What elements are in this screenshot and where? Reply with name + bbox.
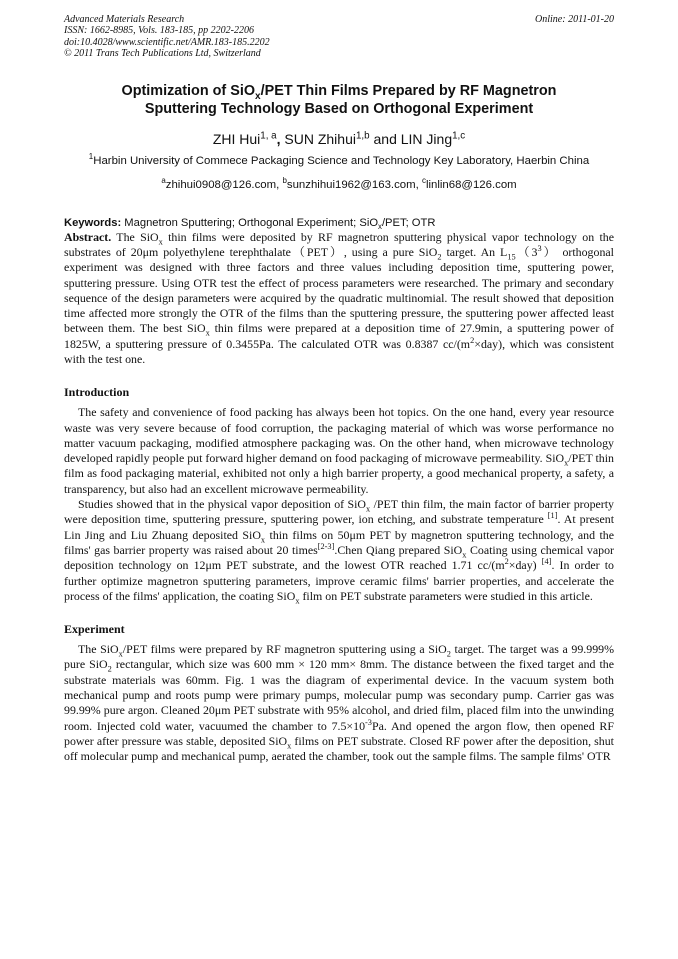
text: . In order to further optimize magnetron sputtering parameters, improve ceramic films' barrier properties, and accelerate the process of the films' application, the coating SiO <box>64 558 614 603</box>
title-sub: x <box>255 90 261 102</box>
sub: x <box>462 550 467 560</box>
sub: x <box>564 458 569 468</box>
keywords-label: Keywords: <box>64 216 122 229</box>
keywords-text: /PET; OTR <box>381 216 436 229</box>
author-sup: 1, a <box>260 129 277 141</box>
sup: 2 <box>504 557 509 567</box>
author-sep: and <box>369 130 401 147</box>
keywords-sub: x <box>378 221 382 231</box>
title-line2: Sputtering Technology Based on Orthogonal Experiment <box>144 100 534 117</box>
text: .Chen Qiang prepared SiO <box>334 542 463 557</box>
sub: x <box>295 596 300 606</box>
introduction-body <box>64 405 614 604</box>
title-part: /PET Thin Films Prepared by RF Magnetron <box>260 82 557 99</box>
text: films on PET substrate. Closed RF power after the deposition, shut off molecular pump and mechanical pump, aerated the chamber, took out the sample films. The sample films' OTR <box>64 733 614 764</box>
abstract-text: thin films were deposited by RF magnetron sputtering physical vapor technology on the substrates of 20μm polyethylene terephthalate（PET）, using a pure SiO <box>64 229 614 259</box>
sub: x <box>287 741 292 751</box>
text: thin films on 50μm PET by magnetron sputtering technology, and the films' gas barrier property was raised about 20 times <box>64 527 614 557</box>
abstract-text: target. An L <box>441 244 508 259</box>
text: . At present Lin Jing and Liu Zhuang deposited SiO <box>64 512 614 542</box>
author-sup: 1,b <box>355 129 370 141</box>
paragraph <box>64 405 614 497</box>
journal-name: Advanced Materials Research <box>64 14 185 25</box>
author-name: LIN Jing <box>400 130 453 147</box>
email-link[interactable]: sunzhihui1962@163.com, <box>286 178 422 191</box>
sub: 2 <box>446 649 451 659</box>
abstract-text: thin films were prepared at a deposition time of 27.9min, a sputtering power of 1825W, a sputtering pressure of 0.3455Pa. The calculated OTR was 0.8387 cc/(m <box>64 321 615 351</box>
author-sep: , <box>276 130 285 147</box>
text: The safety and convenience of food packing has always been hot topics. On the one hand, every year resource waste was very severe because of food corruption, the packaging material of which was worse performance no matter vacuum packaging, modified atmosphere packaging was. On the other hand, when microwave technology developed rapidly people put forward higher demand on food packaging of microwave permeability. SiO <box>64 405 614 466</box>
email-sup: a <box>161 175 166 185</box>
email-link[interactable]: linlin68@126.com <box>425 178 517 191</box>
abstract-sub: 15 <box>507 252 516 262</box>
email-sup: c <box>421 175 426 185</box>
text: Coating using chemical vapor deposition technology on 12μm PET substrate, and the lowest OTR reached 1.71 cc/(m <box>64 542 614 573</box>
text: /PET thin film as food packaging material, exhibited not only a high barrier property, a good mechanical property, a safety, a transparency, but also had an excellent microwave permeability. <box>64 451 614 496</box>
abstract-text: （3 <box>515 244 538 259</box>
section-heading-experiment: Experiment <box>64 622 125 637</box>
author-name: SUN Zhihui <box>284 130 356 147</box>
abstract-sub: 2 <box>437 252 442 262</box>
text: target. The target was a 99.999% pure SiO <box>64 642 614 672</box>
abstract-sub: x <box>205 328 210 338</box>
author-emails <box>64 175 614 192</box>
abstract-text: ×day), which was consistent with the test one. <box>64 336 614 366</box>
sub: x <box>118 649 123 659</box>
online-date: Online: 2011-01-20 <box>535 14 614 25</box>
author-list <box>64 130 614 148</box>
abstract-sup: 2 <box>470 335 475 345</box>
affiliation-sup: 1 <box>88 151 94 161</box>
section-heading-introduction: Introduction <box>64 385 130 400</box>
doi-line: doi:10.4028/www.scientific.net/AMR.183-185.2202 <box>64 36 270 48</box>
journal-header <box>64 14 614 60</box>
paper-title <box>64 82 614 118</box>
abstract-text: ） orthogonal experiment was designed with three factors and three values including deposition time, sputtering power, sputtering pressure. Using OTR test the effect of process parameters were researched. The primary and secondary sequence of the design parameters were acquired by the quadratic multinomial. The result showed that deposition time affected more strongly the OTR of the films than the sputtering pressure, the sputtering power affected least between them. The best SiO <box>64 244 614 336</box>
affiliation-text: Harbin University of Commece Packaging Science and Technology Key Laboratory, Haerbin China <box>93 154 590 167</box>
email-link[interactable]: zhihui0908@126.com, <box>165 178 283 191</box>
keywords-text: Magnetron Sputtering; Orthogonal Experiment; SiO <box>121 216 379 229</box>
abstract-sup: 3 <box>537 243 542 253</box>
text: Pa. And opened the argon flow, then opened RF power after pressure was stable, deposited SiO <box>64 718 614 748</box>
citation-link[interactable]: [1] <box>547 511 558 521</box>
abstract-sub: x <box>158 237 163 246</box>
author-sup: 1,c <box>452 129 466 141</box>
text: /PET films were prepared by RF magnetron sputtering using a SiO <box>122 642 447 657</box>
sub: x <box>260 535 266 545</box>
text: The SiO <box>78 642 119 657</box>
abstract <box>64 230 614 368</box>
citation-link[interactable]: [4] <box>541 557 552 567</box>
paragraph <box>64 642 614 764</box>
affiliation <box>64 151 614 168</box>
copyright-line: © 2011 Trans Tech Publications Ltd, Switzerland <box>64 48 261 60</box>
author-name: ZHI Hui <box>212 130 261 147</box>
abstract-label: Abstract. <box>64 229 112 244</box>
email-sup: b <box>282 175 287 185</box>
text: film on PET substrate parameters were studied in this article. <box>299 588 593 603</box>
sup: -3 <box>365 717 372 727</box>
text: rectangular, which size was 600 mm × 120 mm× 8mm. The distance between the fixed target and the substrate materials was 60mm. Fig. 1 was the diagram of experimental device. In the vacuum system both mechanical pump and roots pump were primary pumps, molecular pump was secondary pump. Carrier gas was 99.99% pure argon. Cleaned 20μm PET substrate with 95% alcohol, and dried film, placed film into the unwinding room. Injected cold water, vacuumed the chamber to 7.5×10 <box>64 657 615 733</box>
abstract-text: The SiO <box>111 229 159 244</box>
text: /PET thin film, the main factor of barrier property were deposition time, sputtering pressure, sputtering power, ion etching, and substrate temperature <box>64 497 614 527</box>
title-part: Optimization of SiO <box>121 82 256 99</box>
text: ×day) <box>508 558 542 573</box>
text: Studies showed that in the physical vapor deposition of SiO <box>78 497 367 512</box>
keywords <box>64 216 614 230</box>
citation-link[interactable]: [2-3] <box>317 542 335 551</box>
paragraph <box>64 497 614 604</box>
experiment-body <box>64 642 614 764</box>
sub: x <box>366 504 371 514</box>
issn-line: ISSN: 1662-8985, Vols. 183-185, pp 2202-2206 <box>64 25 254 37</box>
sub: 2 <box>107 664 112 674</box>
